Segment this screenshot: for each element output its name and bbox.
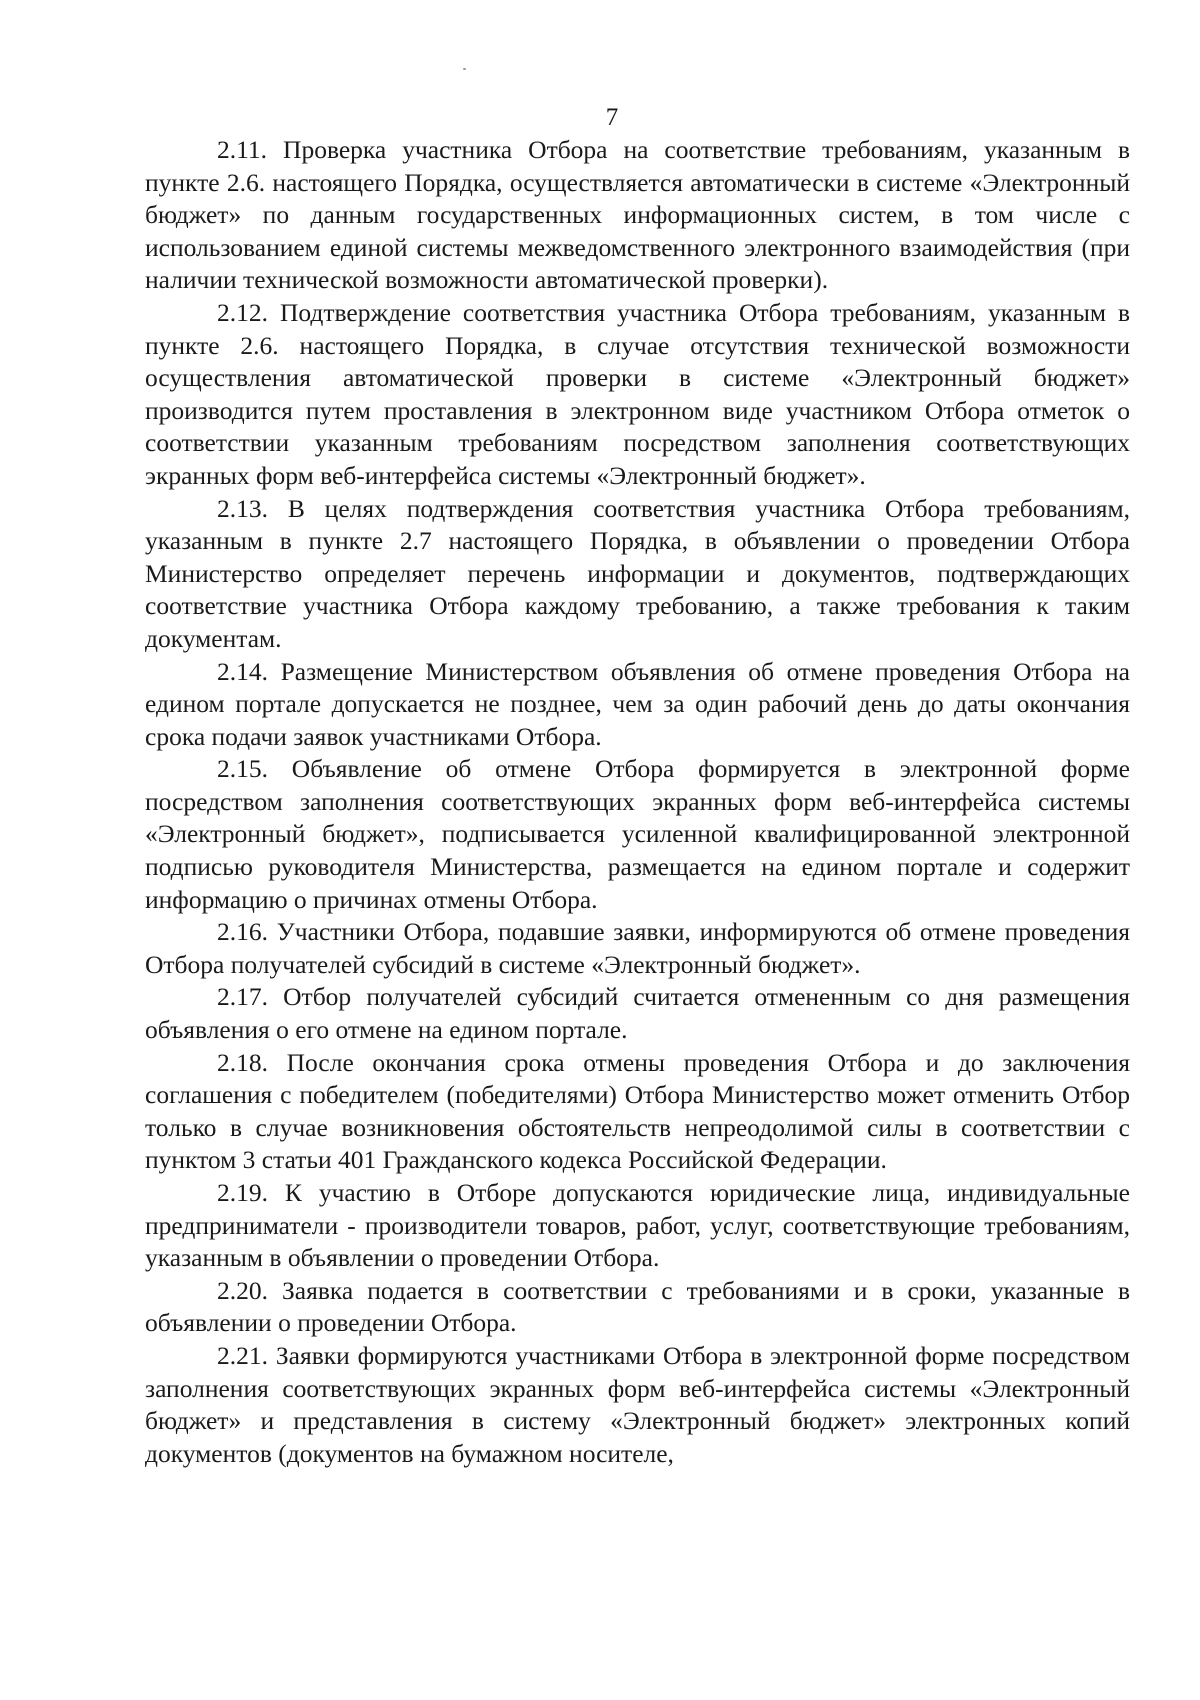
paragraph-2-16: 2.16. Участники Отбора, подавшие заявки, информируются об отмене проведения Отбора получателей субсидий в системе «Электронный бюджет».: [145, 917, 1130, 979]
paragraph-2-18: 2.18. После окончания срока отмены проведения Отбора и до заключения соглашения с победителем (победителями) Отбора Министерство может отменить Отбор только в случае возникновения обстоятельств непреодолимой силы в соответствии с пунктом 3 статьи 401 Гражданского кодекса Российской Федерации.: [145, 1047, 1130, 1175]
paragraph-2-15: 2.15. Объявление об отмене Отбора формируется в электронной форме посредством заполнения соответствующих экранных форм веб-интерфейса системы «Электронный бюджет», подписывается усиленной квалифицированной электронной подписью руководителя Министерства, размещается на едином портале и содержит информацию о причинах отмены Отбора.: [145, 754, 1130, 914]
page-number: 7: [605, 104, 619, 131]
scan-speck: [463, 68, 466, 70]
paragraph-2-13: 2.13. В целях подтверждения соответствия участника Отбора требованиям, указанным в пункте 2.7 настоящего Порядка, в объявлении о проведении Отбора Министерство определяет перечень информации и документов, подтверждающих соответствие участника Отбора каждому требованию, а также требования к таким документам.: [145, 493, 1130, 653]
paragraph-2-12: 2.12. Подтверждение соответствия участника Отбора требованиям, указанным в пункте 2.6. настоящего Порядка, в случае отсутствия технической возможности осуществления автоматической проверки в системе «Электронный бюджет» производится путем проставления в электронном виде участником Отбора отметок о соответствии указанным требованиям посредством заполнения соответствующих экранных форм веб-интерфейса системы «Электронный бюджет».: [145, 297, 1130, 490]
paragraph-2-14: 2.14. Размещение Министерством объявления об отмене проведения Отбора на едином портале допускается не позднее, чем за один рабочий день до даты окончания срока подачи заявок участниками Отбора.: [145, 656, 1130, 751]
paragraph-2-11: 2.11. Проверка участника Отбора на соответствие требованиям, указанным в пункте 2.6. настоящего Порядка, осуществляется автоматически в системе «Электронный бюджет» по данным государственных информационных систем, в том числе с использованием единой системы межведомственного электронного взаимодействия (при наличии технической возможности автоматической проверки).: [145, 135, 1130, 295]
paragraph-2-19: 2.19. К участию в Отборе допускаются юридические лица, индивидуальные предприниматели - производители товаров, работ, услуг, соответствующие требованиям, указанным в объявлении о проведении Отбора.: [145, 1178, 1130, 1273]
document-body: [145, 134, 1130, 1470]
paragraph-2-17: 2.17. Отбор получателей субсидий считается отмененным со дня размещения объявления о его отмене на едином портале.: [145, 982, 1130, 1045]
paragraph-2-20: 2.20. Заявка подается в соответствии с требованиями и в сроки, указанные в объявлении о проведении Отбора.: [145, 1275, 1130, 1338]
paragraph-2-21: 2.21. Заявки формируются участниками Отбора в электронной форме посредством заполнения соответствующих экранных форм веб-интерфейса системы «Электронный бюджет» и представления в систему «Электронный бюджет» электронных копий документов (документов на бумажном носителе,: [145, 1340, 1130, 1468]
